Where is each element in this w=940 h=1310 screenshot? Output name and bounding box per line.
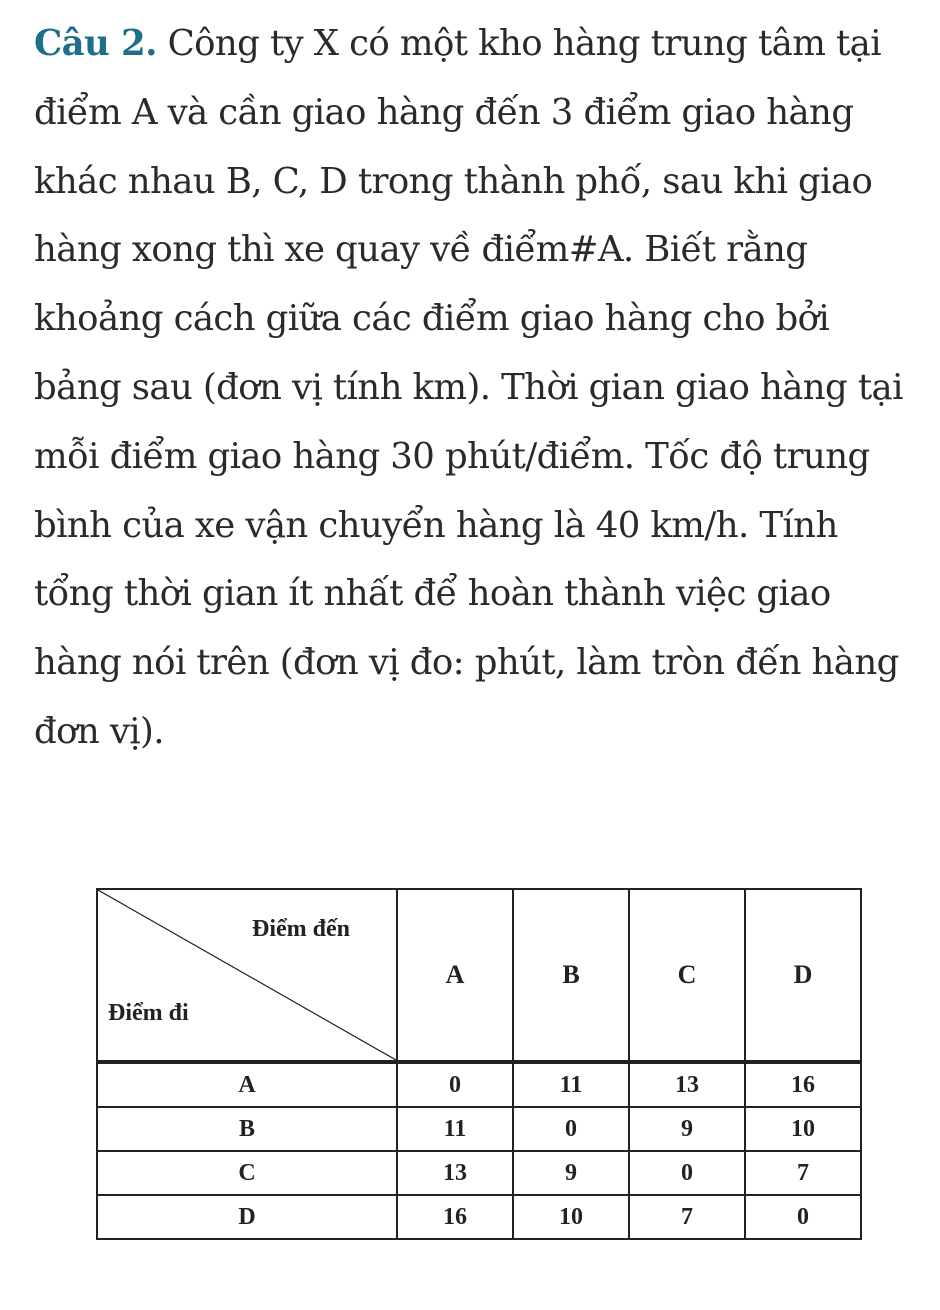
table-corner-cell [97,889,397,1062]
table-row [97,1195,861,1239]
table-cell: 10 [745,1107,861,1151]
table-row [97,1062,861,1107]
table-cell: 0 [513,1107,629,1151]
diagonal-divider [98,890,396,1060]
table-cell: 7 [629,1195,745,1239]
table-cell: 13 [397,1151,513,1195]
table-cell: 10 [513,1195,629,1239]
table-cell: 11 [397,1107,513,1151]
corner-label-origin: Điểm đi [108,1000,189,1026]
table-row [97,1151,861,1195]
question-label: Câu 2. [34,23,157,64]
table-cell: 0 [629,1151,745,1195]
table-header-row [97,889,861,1062]
table-cell: 0 [745,1195,861,1239]
table-cell: 16 [397,1195,513,1239]
table-cell: 13 [629,1062,745,1107]
column-header: C [629,889,745,1062]
row-header: C [97,1151,397,1195]
question-body: Công ty X có một kho hàng trung tâm tại điểm A và cần giao hàng đến 3 điểm giao hàng khác nhau B, C, D trong thành phố, sau khi giao hàng xong thì xe quay về điểm#A. Biết rằng khoảng cách giữa các điểm giao hàng cho bởi bảng sau (đơn vị tính km). Thời gian giao hàng tại mỗi điểm giao hàng 30 phút/điểm. Tốc độ trung bình của xe vận chuyển hàng là 40 km/h. Tính tổng thời gian ít nhất để hoàn thành việc giao hàng nói trên (đơn vị đo: phút, làm tròn đến hàng đơn vị). [34,23,903,752]
table-cell: 0 [397,1062,513,1107]
row-header: A [97,1062,397,1107]
table-row [97,1107,861,1151]
corner-label-destination: Điểm đến [252,916,350,942]
column-header: A [397,889,513,1062]
table-cell: 7 [745,1151,861,1195]
table-cell: 11 [513,1062,629,1107]
question-text-block [34,10,924,767]
column-header: D [745,889,861,1062]
table-cell: 9 [513,1151,629,1195]
column-header: B [513,889,629,1062]
table-cell: 16 [745,1062,861,1107]
row-header: D [97,1195,397,1239]
distance-table [96,888,862,1240]
row-header: B [97,1107,397,1151]
table-cell: 9 [629,1107,745,1151]
